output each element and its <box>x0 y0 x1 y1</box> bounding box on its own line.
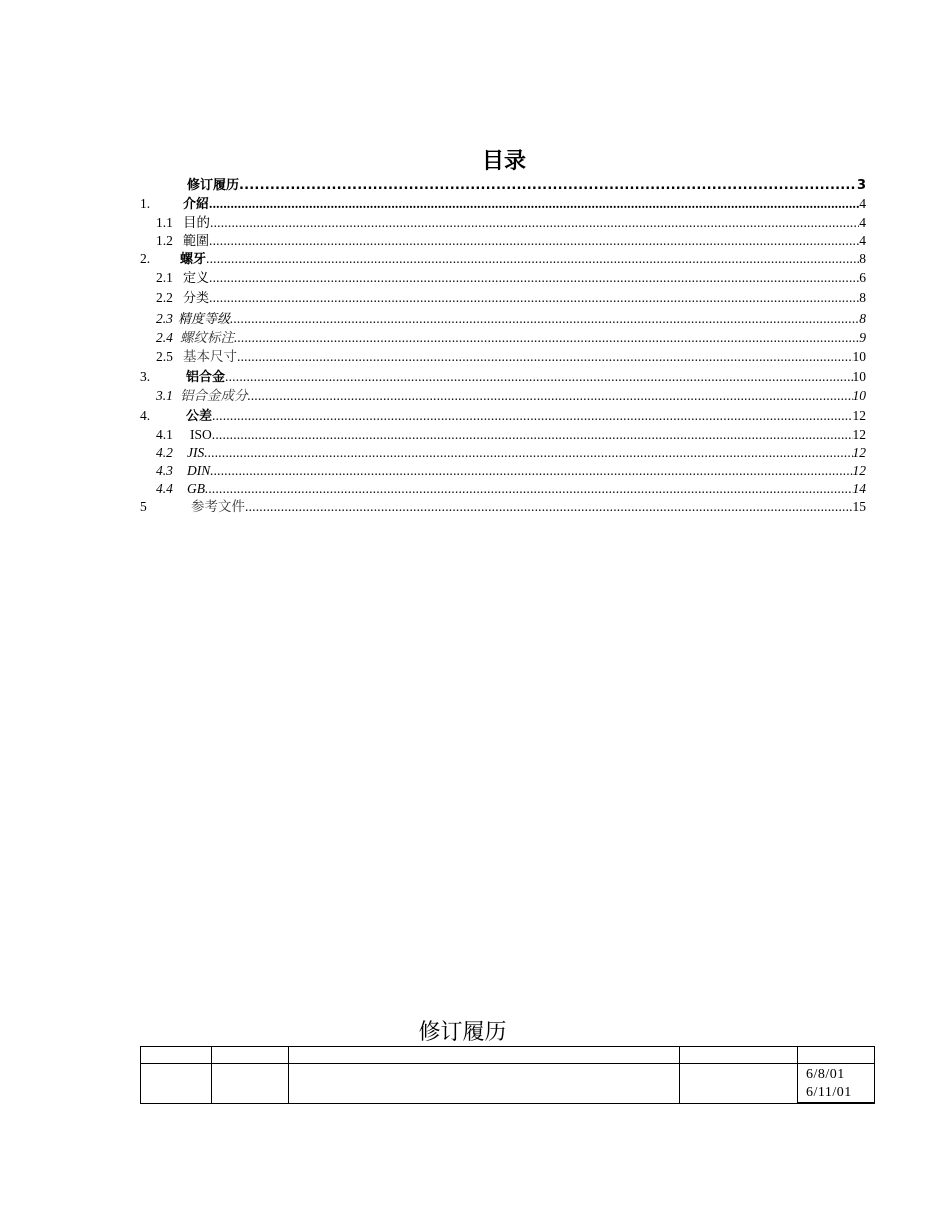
toc-page-number: 8 <box>859 311 866 326</box>
toc-entry-label: 範圍 <box>183 234 210 249</box>
toc-entry-number: 3.1 <box>156 388 173 403</box>
toc-entry-aluminum-alloy[interactable] <box>140 368 866 386</box>
toc-dot-leader <box>206 250 859 268</box>
toc-entry-label: 螺纹标注 <box>180 330 234 345</box>
toc-entry-label: 铝合金 <box>186 370 226 385</box>
toc-entry-label: 参考文件 <box>191 499 245 514</box>
table-cell <box>289 1064 680 1104</box>
toc-page-number: 12 <box>852 463 866 478</box>
table-row <box>141 1047 875 1064</box>
table-cell <box>680 1047 798 1064</box>
toc-page-number: 3 <box>856 178 866 193</box>
toc-dot-leader <box>248 387 853 405</box>
toc-entry-label: 定义 <box>183 271 210 286</box>
toc-page-number: 6 <box>859 270 866 285</box>
toc-entry-din[interactable] <box>140 462 866 480</box>
toc-dot-leader <box>210 462 852 480</box>
toc-entry-definition[interactable] <box>140 269 866 287</box>
toc-entry-label: 螺牙 <box>180 252 207 267</box>
toc-entry-number: 2.3 <box>156 311 173 326</box>
toc-entry-number: 4.2 <box>156 445 173 460</box>
toc-dot-leader <box>209 289 859 307</box>
toc-dot-leader <box>245 498 853 516</box>
toc-dot-leader <box>209 269 859 287</box>
toc-page-number: 4 <box>859 215 866 230</box>
toc-entry-number: 2.5 <box>156 349 173 364</box>
toc-dot-leader <box>230 310 859 328</box>
toc-entry-number: 4.3 <box>156 463 173 478</box>
toc-entry-label: 修订履历 <box>187 178 240 193</box>
toc-page-number: 12 <box>852 445 866 460</box>
table-cell <box>798 1047 875 1064</box>
toc-entry-gb[interactable] <box>140 480 866 498</box>
toc-entry-number: 4.1 <box>156 427 173 442</box>
toc-entry-thread-marking[interactable] <box>140 329 866 347</box>
toc-entry-label: 基本尺寸 <box>183 349 237 364</box>
table-row <box>141 1064 875 1104</box>
toc-entry-label: 精度等级 <box>178 312 231 327</box>
toc-dot-leader <box>234 329 859 347</box>
toc-entry-label: 公差 <box>186 409 213 424</box>
toc-entry-iso[interactable] <box>140 426 866 444</box>
table-cell <box>289 1047 680 1064</box>
toc-entry-label: ISO <box>190 427 212 442</box>
toc-entry-purpose[interactable] <box>140 214 866 232</box>
toc-entry-label: JIS <box>187 445 205 460</box>
toc-entry-references[interactable] <box>140 498 866 516</box>
toc-entry-revision-history[interactable] <box>140 177 866 195</box>
toc-title: 目录 <box>481 149 526 174</box>
toc-entry-scope[interactable] <box>140 232 866 250</box>
table-cell <box>680 1064 798 1104</box>
toc-entry-label: 目的 <box>183 215 210 230</box>
toc-entry-basic-dimensions[interactable] <box>140 348 866 366</box>
revision-date: 6/8/01 <box>806 1067 845 1082</box>
toc-entry-alloy-composition[interactable] <box>140 387 866 405</box>
toc-page-number: 4 <box>859 196 866 211</box>
toc-page-number: 9 <box>859 330 866 345</box>
toc-entry-introduction[interactable] <box>140 195 866 213</box>
toc-entry-classification[interactable] <box>140 289 866 307</box>
toc-entry-number: 3. <box>140 369 151 384</box>
table-cell <box>212 1064 289 1104</box>
toc-entry-number: 4. <box>140 408 151 423</box>
toc-page-number: 14 <box>852 481 866 496</box>
toc-dot-leader <box>204 444 852 462</box>
date-cell <box>798 1064 875 1104</box>
toc-entry-number: 2. <box>140 251 151 266</box>
toc-entry-precision-grade[interactable] <box>140 310 866 328</box>
toc-page-number: 10 <box>852 388 866 403</box>
toc-page-number: 15 <box>852 499 866 514</box>
toc-entry-number: 2.4 <box>156 330 173 345</box>
toc-page-number: 12 <box>852 427 866 442</box>
toc-dot-leader <box>209 195 859 213</box>
toc-dot-leader <box>237 348 853 366</box>
table-cell <box>212 1047 289 1064</box>
toc-entry-number: 1. <box>140 196 151 211</box>
toc-entry-number: 2.1 <box>156 270 173 285</box>
toc-dot-leader <box>239 177 857 195</box>
toc-entry-label: DIN <box>187 463 211 478</box>
toc-entry-label: 介紹 <box>183 197 210 212</box>
toc-page-number: 10 <box>852 369 866 384</box>
toc-dot-leader <box>212 426 853 444</box>
toc-page-number: 10 <box>852 349 866 364</box>
table-cell <box>141 1047 212 1064</box>
toc-entry-number: 2.2 <box>156 290 173 305</box>
toc-page-number: 4 <box>859 233 866 248</box>
toc-entry-label: 铝合金成分 <box>180 388 248 403</box>
toc-dot-leader <box>205 480 853 498</box>
toc-entry-number: 5 <box>140 499 147 514</box>
toc-entry-jis[interactable] <box>140 444 866 462</box>
toc-entry-number: 4.4 <box>156 481 173 496</box>
toc-entry-tolerance[interactable] <box>140 407 866 425</box>
revision-history-title: 修订履历 <box>418 1020 507 1045</box>
table-cell <box>141 1064 212 1104</box>
toc-page-number: 12 <box>852 408 866 423</box>
toc-page-number: 8 <box>859 251 866 266</box>
revision-date: 6/11/01 <box>806 1085 852 1100</box>
toc-entry-number: 1.1 <box>156 215 173 230</box>
toc-entry-label: 分类 <box>183 291 210 306</box>
toc-entry-label: GB <box>187 481 205 496</box>
toc-entry-thread[interactable] <box>140 250 866 268</box>
toc-dot-leader <box>209 232 859 250</box>
revision-history-table <box>140 1046 875 1104</box>
toc-dot-leader <box>212 407 852 425</box>
toc-dot-leader <box>210 214 859 232</box>
toc-page-number: 8 <box>859 290 866 305</box>
toc-dot-leader <box>225 368 852 386</box>
toc-entry-number: 1.2 <box>156 233 173 248</box>
